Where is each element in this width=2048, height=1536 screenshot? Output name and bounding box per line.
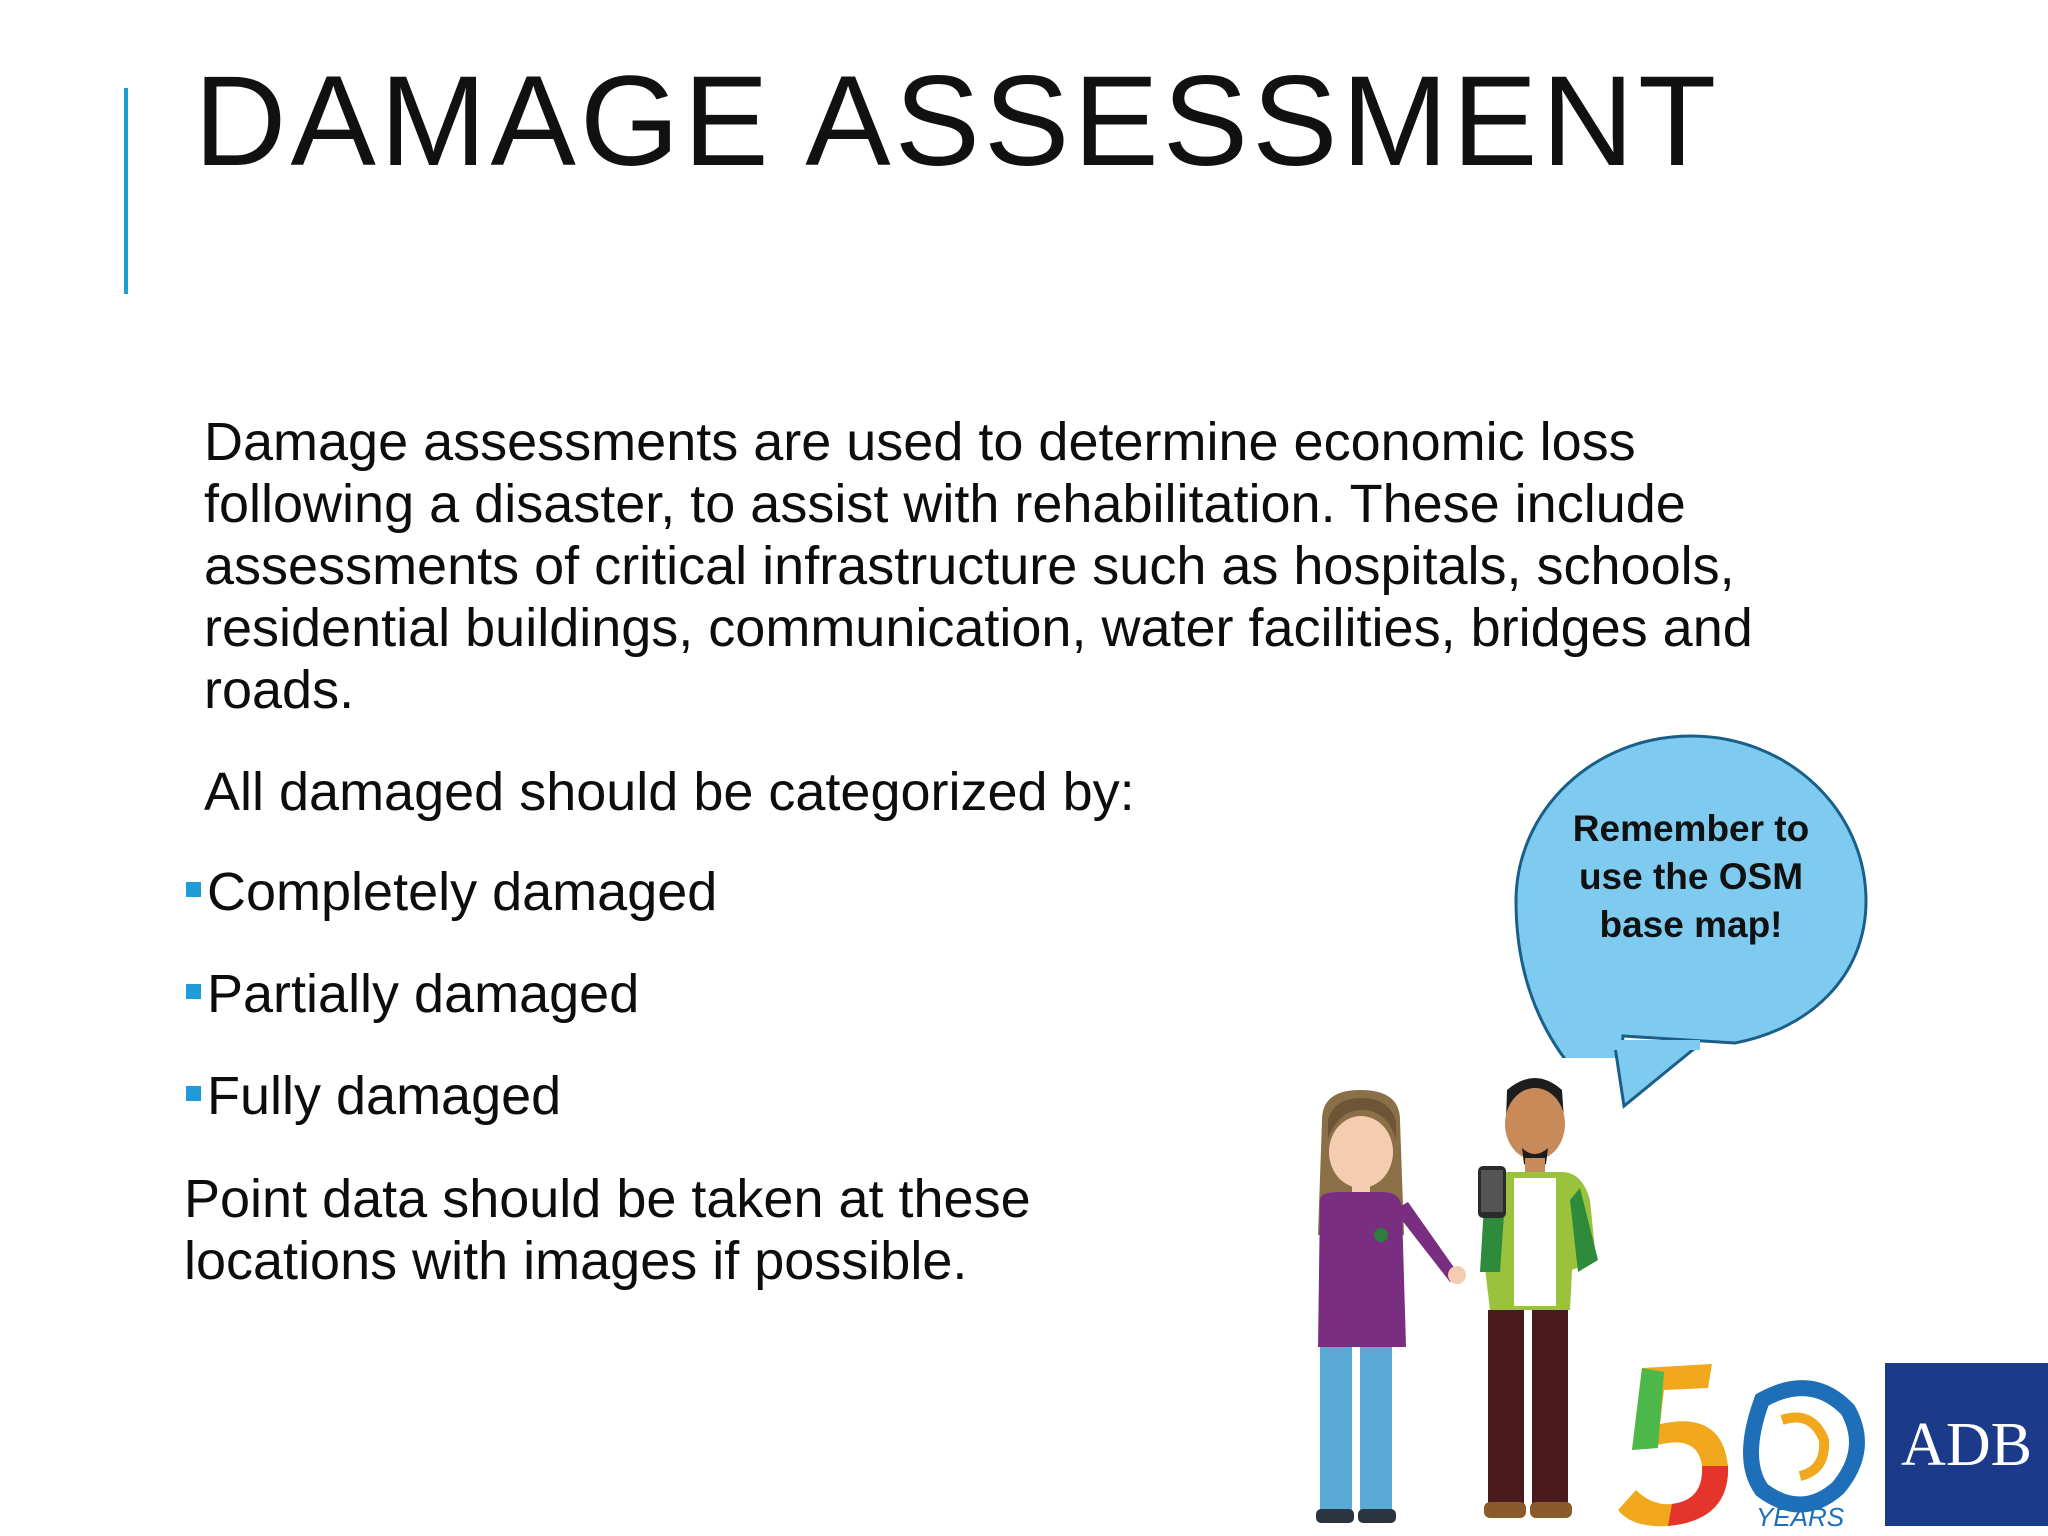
bullet-icon (186, 882, 201, 897)
bullet-icon (186, 1086, 201, 1101)
damage-category-list (186, 861, 717, 1167)
bullet-label: Fully damaged (207, 1066, 562, 1126)
list-item (186, 861, 717, 963)
years-text: YEARS (1756, 1502, 1845, 1532)
list-item (186, 963, 717, 1065)
intro-paragraph: Damage assessments are used to determine economic loss following a disaster, to assist with rehabilitation. These include assessments of critical infrastructure such as hospitals, schools, residential buildings, communication, water facilities, bridges and roads. (204, 412, 1753, 720)
adb-50-years-logo (1612, 1350, 1882, 1536)
bubble-text: Remember to use the OSM base map! (1572, 808, 1810, 945)
bullet-icon (186, 984, 201, 999)
bullet-label: Completely damaged (207, 862, 718, 922)
adb-logo-text: ADB (1901, 1411, 2032, 1479)
two-people-with-phone-illustration (1300, 1060, 1630, 1530)
categorize-paragraph: All damaged should be categorized by: (204, 762, 1135, 822)
slide-title: DAMAGE ASSESSMENT (194, 50, 1721, 193)
accent-bar (124, 88, 128, 294)
list-item (186, 1065, 717, 1167)
adb-logo (1885, 1363, 2048, 1526)
bullet-label: Partially damaged (207, 964, 640, 1024)
point-data-paragraph: Point data should be taken at these locations with images if possible. (184, 1169, 1031, 1291)
